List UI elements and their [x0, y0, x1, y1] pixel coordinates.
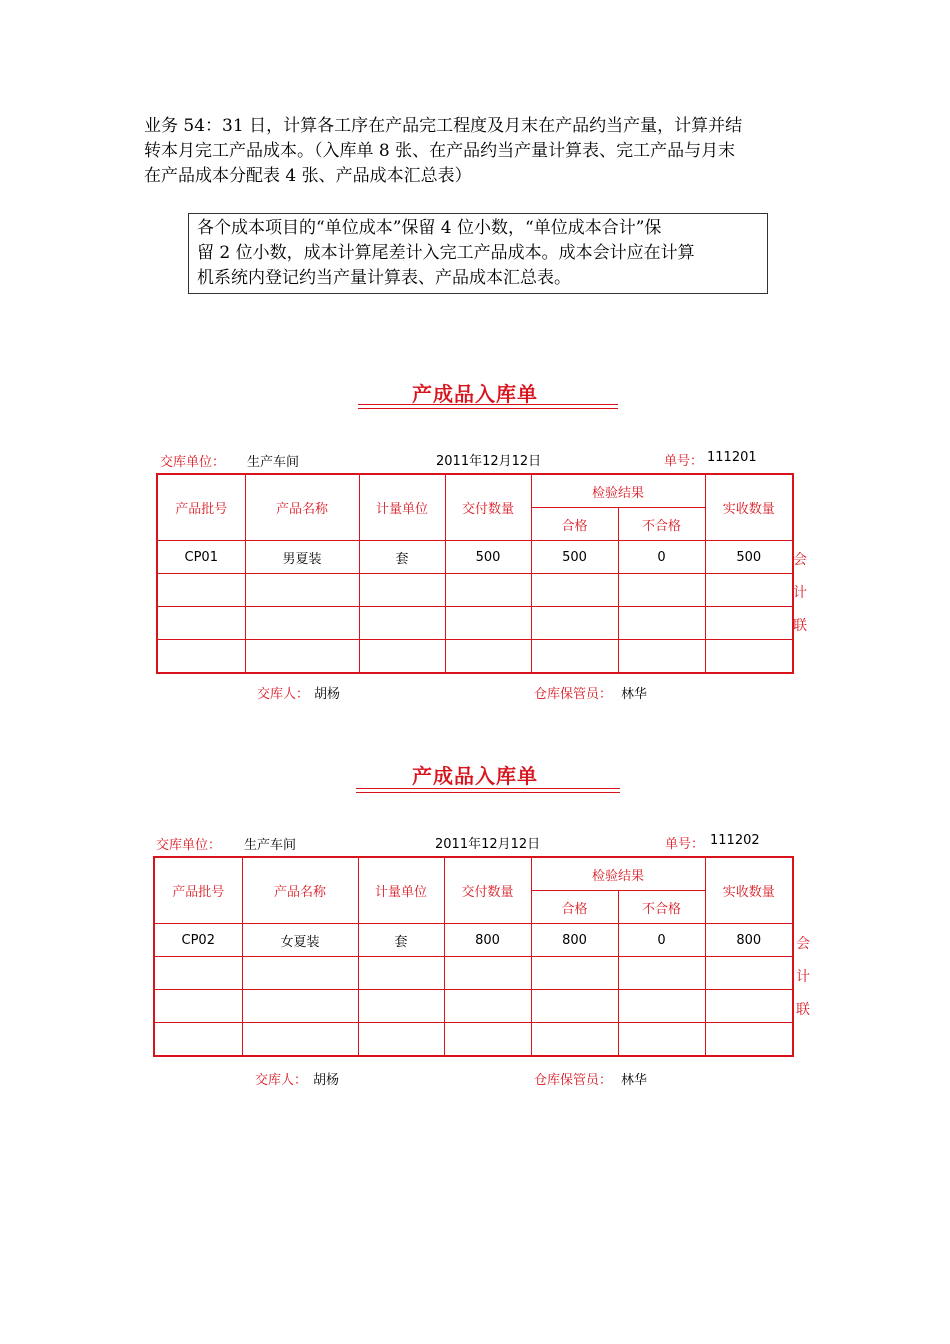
title-rule	[358, 408, 618, 409]
handler-label: 交库人：	[257, 687, 310, 702]
header-pass: 合格	[531, 891, 618, 924]
cell-batch: CP02	[154, 924, 242, 957]
side-char: 计	[793, 585, 807, 601]
warehouse-receipt-form-2	[0, 754, 950, 1094]
handler-value: 胡杨	[313, 1073, 340, 1088]
table-row	[157, 541, 793, 574]
header-fail: 不合格	[618, 508, 705, 541]
table-row-empty	[157, 574, 793, 607]
table-row	[154, 924, 793, 957]
cell-unit: 套	[359, 541, 445, 574]
note-line: 留 2 位小数，成本计算尾差计入完工产品成本。成本会计应在计算	[197, 243, 695, 263]
form-title: 产成品入库单	[412, 764, 538, 788]
cell-pass: 800	[531, 924, 618, 957]
cell-received-qty: 500	[705, 541, 793, 574]
intro-line: 转本月完工产品成本。（入库单 8 张、在产品约当产量计算表、完工产品与月末	[144, 141, 736, 161]
rounding-note-box	[188, 213, 768, 294]
header-delivered-qty: 交付数量	[444, 857, 531, 924]
cell-pass: 500	[531, 541, 618, 574]
note-line: 各个成本项目的“单位成本”保留 4 位小数，“单位成本合计”保	[197, 218, 662, 238]
keeper-label: 仓库保管员：	[534, 1073, 613, 1088]
header-product-name: 产品名称	[245, 474, 359, 541]
table-row-empty	[154, 1023, 793, 1057]
dept-value: 生产车间	[247, 455, 300, 470]
cell-delivered-qty: 800	[444, 924, 531, 957]
cell-fail: 0	[618, 924, 705, 957]
handler-value: 胡杨	[314, 687, 341, 702]
cell-fail: 0	[618, 541, 705, 574]
header-unit: 计量单位	[358, 857, 444, 924]
accounting-copy-mark	[795, 934, 811, 1033]
table-row-empty	[154, 990, 793, 1023]
header-product-name: 产品名称	[242, 857, 358, 924]
dept-label: 交库单位：	[156, 838, 222, 853]
note-line: 机系统内登记约当产量计算表、产品成本汇总表。	[197, 268, 571, 288]
side-char: 会	[793, 552, 807, 568]
table-row-empty	[157, 607, 793, 640]
handler-label: 交库人：	[255, 1073, 308, 1088]
keeper-value: 林华	[621, 687, 648, 702]
receipt-no-value: 111201	[707, 450, 757, 465]
cell-unit: 套	[358, 924, 444, 957]
table-row-empty	[157, 640, 793, 674]
intro-line: 业务 54：31 日，计算各工序在产品完工程度及月末在产品约当产量，计算并结	[144, 116, 743, 136]
header-inspection: 检验结果	[531, 474, 705, 508]
keeper-value: 林华	[621, 1073, 648, 1088]
header-received-qty: 实收数量	[705, 474, 793, 541]
header-inspection: 检验结果	[531, 857, 705, 891]
dept-value: 生产车间	[244, 838, 297, 853]
side-char: 计	[796, 969, 810, 985]
title-rule	[356, 792, 620, 793]
business-description	[144, 114, 814, 189]
receipt-no-label: 单号：	[664, 454, 704, 469]
side-char: 联	[796, 1002, 810, 1018]
warehouse-receipt-form-1	[0, 370, 950, 710]
side-char: 联	[793, 618, 807, 634]
cell-delivered-qty: 500	[445, 541, 531, 574]
receipt-table	[156, 473, 794, 674]
header-unit: 计量单位	[359, 474, 445, 541]
header-pass: 合格	[531, 508, 618, 541]
cell-product-name: 女夏装	[242, 924, 358, 957]
header-batch: 产品批号	[157, 474, 245, 541]
header-fail: 不合格	[618, 891, 705, 924]
intro-line: 在产品成本分配表 4 张、产品成本汇总表）	[144, 166, 472, 186]
dept-label: 交库单位：	[160, 455, 226, 470]
receipt-no-value: 111202	[710, 833, 760, 848]
header-batch: 产品批号	[154, 857, 242, 924]
receipt-no-label: 单号：	[665, 837, 705, 852]
cell-batch: CP01	[157, 541, 245, 574]
receipt-table	[153, 856, 794, 1057]
cell-received-qty: 800	[705, 924, 793, 957]
form-title: 产成品入库单	[412, 382, 538, 406]
receipt-date: 2011年12月12日	[435, 837, 541, 852]
side-char: 会	[796, 936, 810, 952]
table-row-empty	[154, 957, 793, 990]
title-rule	[358, 404, 618, 405]
keeper-label: 仓库保管员：	[534, 687, 613, 702]
cell-product-name: 男夏装	[245, 541, 359, 574]
receipt-date: 2011年12月12日	[436, 454, 542, 469]
header-delivered-qty: 交付数量	[445, 474, 531, 541]
title-rule	[356, 788, 620, 789]
header-received-qty: 实收数量	[705, 857, 793, 924]
accounting-copy-mark	[792, 550, 808, 649]
